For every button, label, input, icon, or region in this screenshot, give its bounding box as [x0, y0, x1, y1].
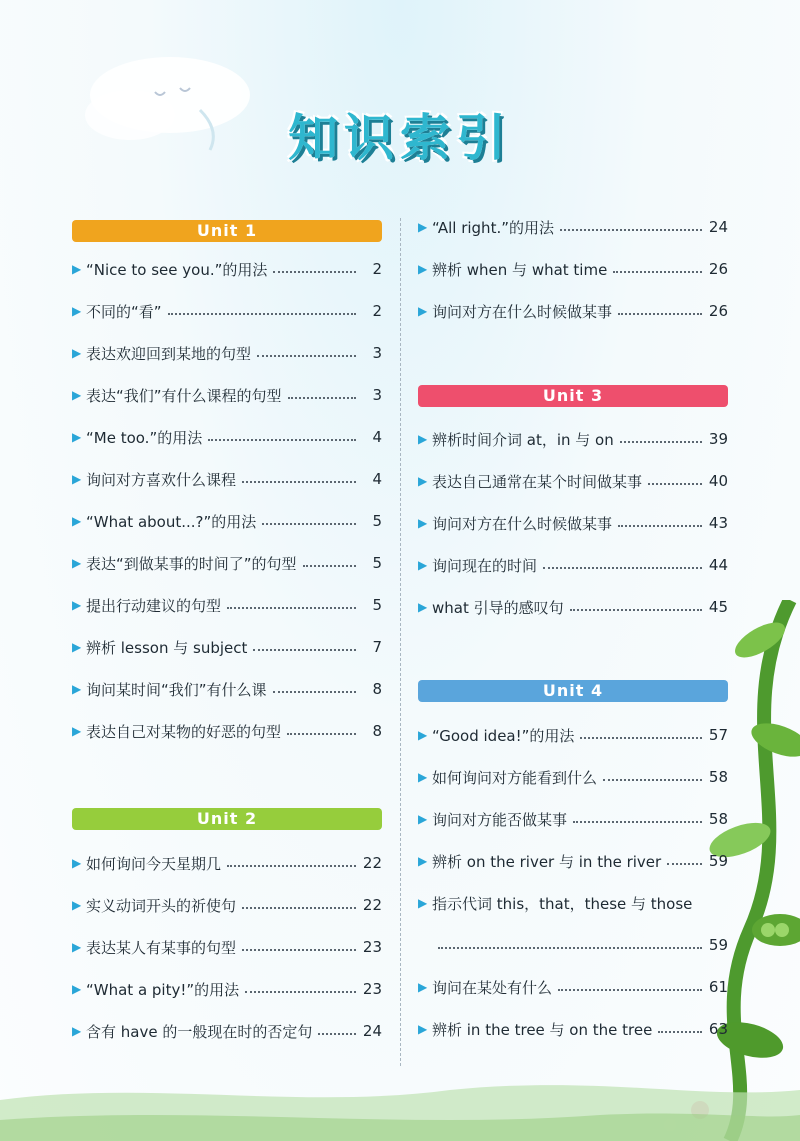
page-number: 5: [372, 512, 382, 530]
page-number: 4: [372, 428, 382, 446]
leader-dots: [613, 271, 702, 273]
entry-title: 表达“到做某事的时间了”的句型: [86, 554, 297, 573]
index-entry[interactable]: [418, 756, 728, 798]
bullet-triangle-icon: ▶: [72, 898, 82, 912]
index-entry[interactable]: [418, 248, 728, 290]
index-entry[interactable]: [72, 926, 382, 968]
index-entry[interactable]: [418, 586, 728, 628]
bullet-triangle-icon: ▶: [72, 640, 82, 654]
leader-dots: [438, 947, 702, 949]
unit4-section: [418, 680, 728, 1050]
page-number: 5: [372, 554, 382, 572]
bullet-triangle-icon: ▶: [418, 600, 428, 614]
index-entry[interactable]: [72, 584, 382, 626]
bullet-triangle-icon: ▶: [72, 598, 82, 612]
page-number: 40: [708, 472, 728, 490]
entry-title: 辨析 when 与 what time: [432, 260, 608, 279]
index-entry[interactable]: [72, 884, 382, 926]
page-number: 58: [708, 810, 728, 828]
bullet-triangle-icon: ▶: [418, 474, 428, 488]
index-entry[interactable]: [72, 458, 382, 500]
leader-dots: [273, 271, 356, 273]
index-entry[interactable]: [418, 798, 728, 840]
leader-dots: [543, 567, 702, 569]
index-entry[interactable]: [418, 460, 728, 502]
leader-dots: [573, 821, 702, 823]
page-number: 26: [708, 302, 728, 320]
leader-dots: [253, 649, 356, 651]
entry-title: 如何询问今天星期几: [86, 854, 222, 873]
leader-dots: [227, 607, 356, 609]
entry-title: 不同的“看”: [86, 302, 162, 321]
bullet-triangle-icon: ▶: [418, 304, 428, 318]
entry-title: “Me too.”的用法: [86, 428, 203, 447]
entry-title: 辨析 in the tree 与 on the tree: [432, 1020, 653, 1039]
page-number: 8: [372, 722, 382, 740]
bullet-triangle-icon: ▶: [72, 682, 82, 696]
entry-title: “What a pity!”的用法: [86, 980, 240, 999]
bullet-triangle-icon: ▶: [418, 770, 428, 784]
leader-dots: [620, 441, 702, 443]
page-number: 8: [372, 680, 382, 698]
page-number: 22: [362, 896, 382, 914]
bullet-triangle-icon: ▶: [418, 432, 428, 446]
entry-title: 表达某人有某事的句型: [86, 938, 237, 957]
leader-dots: [288, 397, 356, 399]
leader-dots: [287, 733, 356, 735]
page-number: 22: [362, 854, 382, 872]
page-number: 58: [708, 768, 728, 786]
page-number: 39: [708, 430, 728, 448]
entry-title: 询问对方在什么时候做某事: [432, 302, 613, 321]
entry-title: 含有 have 的一般现在时的否定句: [86, 1022, 313, 1041]
index-entry[interactable]: [72, 626, 382, 668]
leader-dots: [242, 949, 356, 951]
entry-title: 询问对方在什么时候做某事: [432, 514, 613, 533]
page-number: 63: [708, 1020, 728, 1038]
page-number: 24: [362, 1022, 382, 1040]
page-number: 45: [708, 598, 728, 616]
bullet-triangle-icon: ▶: [72, 430, 82, 444]
index-entry[interactable]: [72, 968, 382, 1010]
unit3-section: [418, 385, 728, 628]
entry-title: what 引导的感叹句: [432, 598, 564, 617]
page-number: 23: [362, 980, 382, 998]
leader-dots: [208, 439, 356, 441]
index-entry[interactable]: [72, 710, 382, 752]
entry-title: 询问对方能否做某事: [432, 810, 568, 829]
leader-dots: [227, 865, 356, 867]
entry-title: “Nice to see you.”的用法: [86, 260, 268, 279]
bullet-triangle-icon: ▶: [418, 558, 428, 572]
unit2-header: Unit 2: [72, 808, 382, 830]
leader-dots: [257, 355, 356, 357]
entry-title: 如何询问对方能看到什么: [432, 768, 598, 787]
leader-dots: [242, 907, 356, 909]
entry-title: “What about...?”的用法: [86, 512, 257, 531]
leader-dots: [245, 991, 356, 993]
entry-title: “Good idea!”的用法: [432, 726, 575, 745]
bullet-triangle-icon: ▶: [418, 516, 428, 530]
leader-dots: [558, 989, 702, 991]
entry-title: 询问某时间“我们”有什么课: [86, 680, 267, 699]
bullet-triangle-icon: ▶: [72, 724, 82, 738]
leader-dots: [667, 863, 702, 865]
leader-dots: [262, 523, 356, 525]
bullet-triangle-icon: ▶: [418, 854, 428, 868]
bullet-triangle-icon: ▶: [72, 982, 82, 996]
page-number: 2: [372, 260, 382, 278]
unit4-header: Unit 4: [418, 680, 728, 702]
page-number: 44: [708, 556, 728, 574]
leader-dots: [560, 229, 702, 231]
index-entry[interactable]: [72, 542, 382, 584]
bullet-triangle-icon: ▶: [72, 388, 82, 402]
page-number: 3: [372, 386, 382, 404]
page-number: 61: [708, 978, 728, 996]
bullet-triangle-icon: ▶: [418, 1022, 428, 1036]
page-number: 4: [372, 470, 382, 488]
entry-title: 辨析 lesson 与 subject: [86, 638, 248, 657]
page-number: 23: [362, 938, 382, 956]
bullet-triangle-icon: ▶: [72, 304, 82, 318]
bullet-triangle-icon: ▶: [418, 812, 428, 826]
index-entry[interactable]: [72, 374, 382, 416]
index-entry[interactable]: [418, 882, 728, 924]
index-entry[interactable]: [72, 842, 382, 884]
entry-title: 辨析时间介词 at，in 与 on: [432, 430, 614, 449]
unit3-header: Unit 3: [418, 385, 728, 407]
entry-title: 提出行动建议的句型: [86, 596, 222, 615]
page-number: 24: [708, 218, 728, 236]
bullet-triangle-icon: ▶: [72, 514, 82, 528]
bullet-triangle-icon: ▶: [418, 728, 428, 742]
index-entry[interactable]: [418, 544, 728, 586]
bullet-triangle-icon: ▶: [72, 856, 82, 870]
leader-dots: [603, 779, 702, 781]
bullet-triangle-icon: ▶: [72, 346, 82, 360]
index-entry[interactable]: [418, 924, 728, 966]
entry-title: 表达欢迎回到某地的句型: [86, 344, 252, 363]
entry-title: 实义动词开头的祈使句: [86, 896, 237, 915]
leader-dots: [570, 609, 702, 611]
page-number: 57: [708, 726, 728, 744]
index-entry[interactable]: [418, 840, 728, 882]
unit2-continued-section: [418, 206, 728, 332]
leader-dots: [648, 483, 702, 485]
column-divider: [400, 218, 401, 1066]
index-entry[interactable]: [72, 290, 382, 332]
page-title: 知识索引: [288, 109, 512, 167]
index-entry[interactable]: [72, 500, 382, 542]
index-entry[interactable]: [72, 668, 382, 710]
index-entry[interactable]: [72, 332, 382, 374]
entry-title: 指示代词 this，that，these 与 those: [432, 894, 693, 913]
leader-dots: [618, 313, 702, 315]
leader-dots: [242, 481, 356, 483]
bullet-triangle-icon: ▶: [72, 556, 82, 570]
leader-dots: [273, 691, 356, 693]
index-entry[interactable]: [418, 714, 728, 756]
bullet-triangle-icon: ▶: [72, 472, 82, 486]
page-number: 26: [708, 260, 728, 278]
leader-dots: [303, 565, 356, 567]
index-entry[interactable]: [418, 290, 728, 332]
index-entry[interactable]: [72, 1010, 382, 1052]
index-entry[interactable]: [418, 1008, 728, 1050]
index-entry[interactable]: [72, 248, 382, 290]
page-number: 2: [372, 302, 382, 320]
bullet-triangle-icon: ▶: [418, 220, 428, 234]
entry-title: 表达“我们”有什么课程的句型: [86, 386, 282, 405]
page-number: 7: [372, 638, 382, 656]
index-entry[interactable]: [72, 416, 382, 458]
bullet-triangle-icon: ▶: [72, 262, 82, 276]
bullet-triangle-icon: ▶: [72, 940, 82, 954]
leader-dots: [618, 525, 702, 527]
bullet-triangle-icon: ▶: [418, 896, 428, 910]
page-number: 59: [708, 936, 728, 954]
unit2-section: [72, 808, 382, 1052]
entry-title: 表达自己通常在某个时间做某事: [432, 472, 643, 491]
leader-dots: [318, 1033, 356, 1035]
bullet-triangle-icon: ▶: [418, 262, 428, 276]
entry-title: 表达自己对某物的好恶的句型: [86, 722, 282, 741]
index-entry[interactable]: [418, 966, 728, 1008]
leader-dots: [168, 313, 356, 315]
page-number: 5: [372, 596, 382, 614]
leader-dots: [580, 737, 702, 739]
leader-dots: [658, 1031, 702, 1033]
unit1-header: Unit 1: [72, 220, 382, 242]
entry-title: “All right.”的用法: [432, 218, 554, 237]
entry-title: 询问在某处有什么: [432, 978, 553, 997]
entry-title: 询问现在的时间: [432, 556, 538, 575]
bullet-triangle-icon: ▶: [418, 980, 428, 994]
page-number: 43: [708, 514, 728, 532]
page-number: 3: [372, 344, 382, 362]
entry-title: 辨析 on the river 与 in the river: [432, 852, 662, 871]
unit1-section: [72, 220, 382, 752]
entry-title: 询问对方喜欢什么课程: [86, 470, 237, 489]
page-number: 59: [708, 852, 728, 870]
index-entry[interactable]: [418, 206, 728, 248]
index-entry[interactable]: [418, 418, 728, 460]
bullet-triangle-icon: ▶: [72, 1024, 82, 1038]
ground-illustration: [0, 1060, 800, 1141]
index-entry[interactable]: [418, 502, 728, 544]
